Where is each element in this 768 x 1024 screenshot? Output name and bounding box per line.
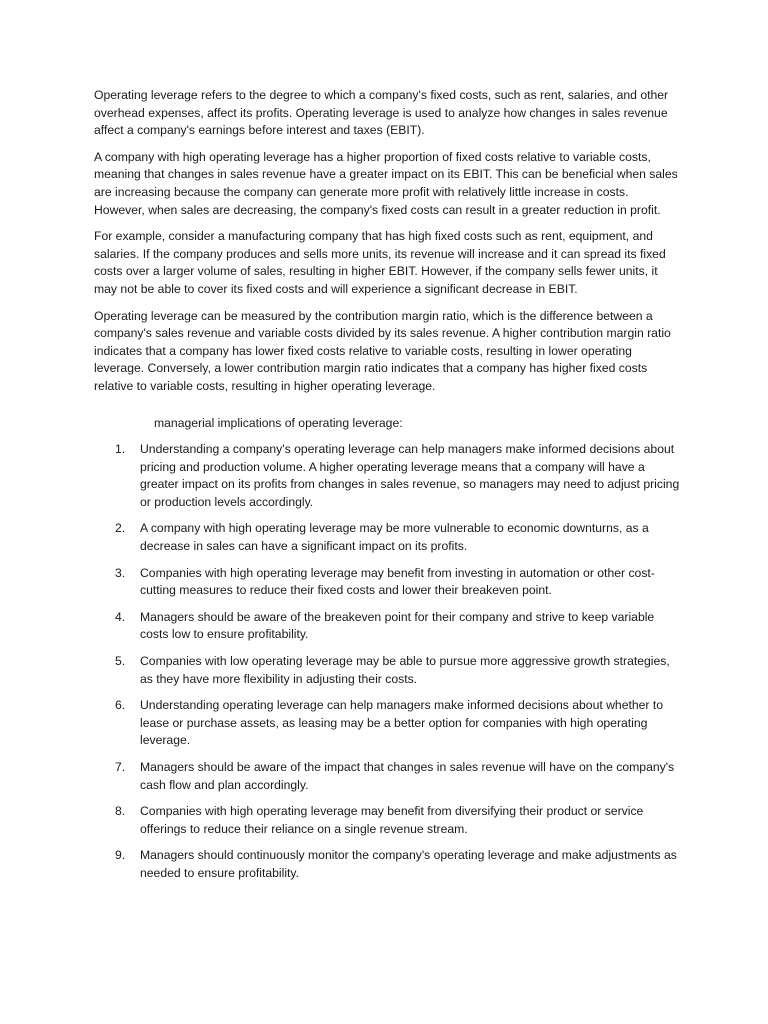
list-item-number: 3.: [115, 565, 126, 580]
intro-paragraph: Operating leverage refers to the degree to which a company's fixed costs, such as rent, salaries, and other overhead expenses, affect its profits. Operating leverage is used to analyze how changes in sales revenue affect a company's earnings before interest and taxes (EBIT).: [94, 88, 669, 138]
list-item-number: 1.: [115, 442, 126, 457]
list-item-number: 4.: [115, 609, 126, 624]
list-item-number: 7.: [115, 760, 126, 774]
list-item: [94, 847, 680, 882]
list-item-number: 6.: [115, 698, 126, 713]
list-item: [94, 441, 680, 511]
list-item-text: Companies with high operating leverage may benefit from diversifying their product or service offerings to reduce their reliance on a single revenue stream.: [140, 804, 644, 836]
list-item-text: A company with high operating leverage may be more vulnerable to economic downturns, as a decrease in sales can have a significant impact on its profits.: [140, 521, 649, 554]
implications-list: [94, 441, 680, 882]
list-item-number: 9.: [115, 848, 126, 863]
list-item-text: Managers should continuously monitor the company's operating leverage and make adjustments as needed to ensure profitability.: [140, 848, 677, 880]
list-item-text: Companies with low operating leverage may be able to pursue more aggressive growth strategies, as they have more flexibility in adjusting their costs.: [140, 654, 670, 686]
list-item-text: Understanding a company's operating leverage can help managers make informed decisions about pricing and production volume. A higher operating leverage means that a company will have a greater impact on its profits from changes in sales revenue, so managers may need to adjust pricing or production levels accordingly.: [140, 442, 680, 509]
list-item-number: 5.: [115, 654, 126, 669]
list-item: [94, 609, 680, 644]
implications-heading: managerial implications of operating leverage:: [154, 415, 403, 430]
list-item-number: 2.: [115, 521, 126, 536]
list-item-text: Understanding operating leverage can help managers make informed decisions about whether to lease or purchase assets, as leasing may be a better option for companies with high operating leverage.: [140, 698, 664, 748]
list-item: [94, 565, 680, 600]
list-item-number: 8.: [115, 804, 126, 819]
list-item-text: Managers should be aware of the impact that changes in sales revenue will have on the company's cash flow and plan accordingly.: [140, 760, 675, 792]
list-item: [94, 697, 680, 750]
measurement-paragraph: Operating leverage can be measured by the contribution margin ratio, which is the difference between a company's sales revenue and variable costs divided by its sales revenue. A higher contribution margin ratio indicates that a company has lower fixed costs relative to variable costs, resulting in lower operating leverage. Conversely, a lower contribution margin ratio indicates that a company has higher fixed costs relative to variable costs, resulting in higher operating leverage.: [94, 308, 671, 393]
list-item: [94, 759, 680, 794]
example-paragraph: For example, consider a manufacturing company that has high fixed costs such as rent, equipment, and salaries. If the company produces and sells more units, its revenue will increase and it can spread its fixed costs over a larger volume of sales, resulting in higher EBIT. However, if the company sells fewer units, it may not be able to cover its fixed costs and will experience a significant decrease in EBIT.: [94, 229, 666, 296]
document-page: [94, 87, 680, 892]
list-item-text: Companies with high operating leverage may benefit from investing in automation or other cost-cutting measures to reduce their fixed costs and lower their breakeven point.: [140, 565, 655, 598]
high-leverage-paragraph: A company with high operating leverage has a higher proportion of fixed costs relative to variable costs, meaning that changes in sales revenue have a greater impact on its EBIT. This can be beneficial when sales are increasing because the company can generate more profit with relatively little increase in costs. However, when sales are decreasing, the company's fixed costs can result in a greater reduction in profit.: [94, 149, 678, 217]
list-item: [94, 653, 680, 688]
list-item: [94, 803, 680, 838]
list-item: [94, 520, 680, 555]
list-item-text: Managers should be aware of the breakeven point for their company and strive to keep variable costs low to ensure profitability.: [140, 609, 655, 642]
